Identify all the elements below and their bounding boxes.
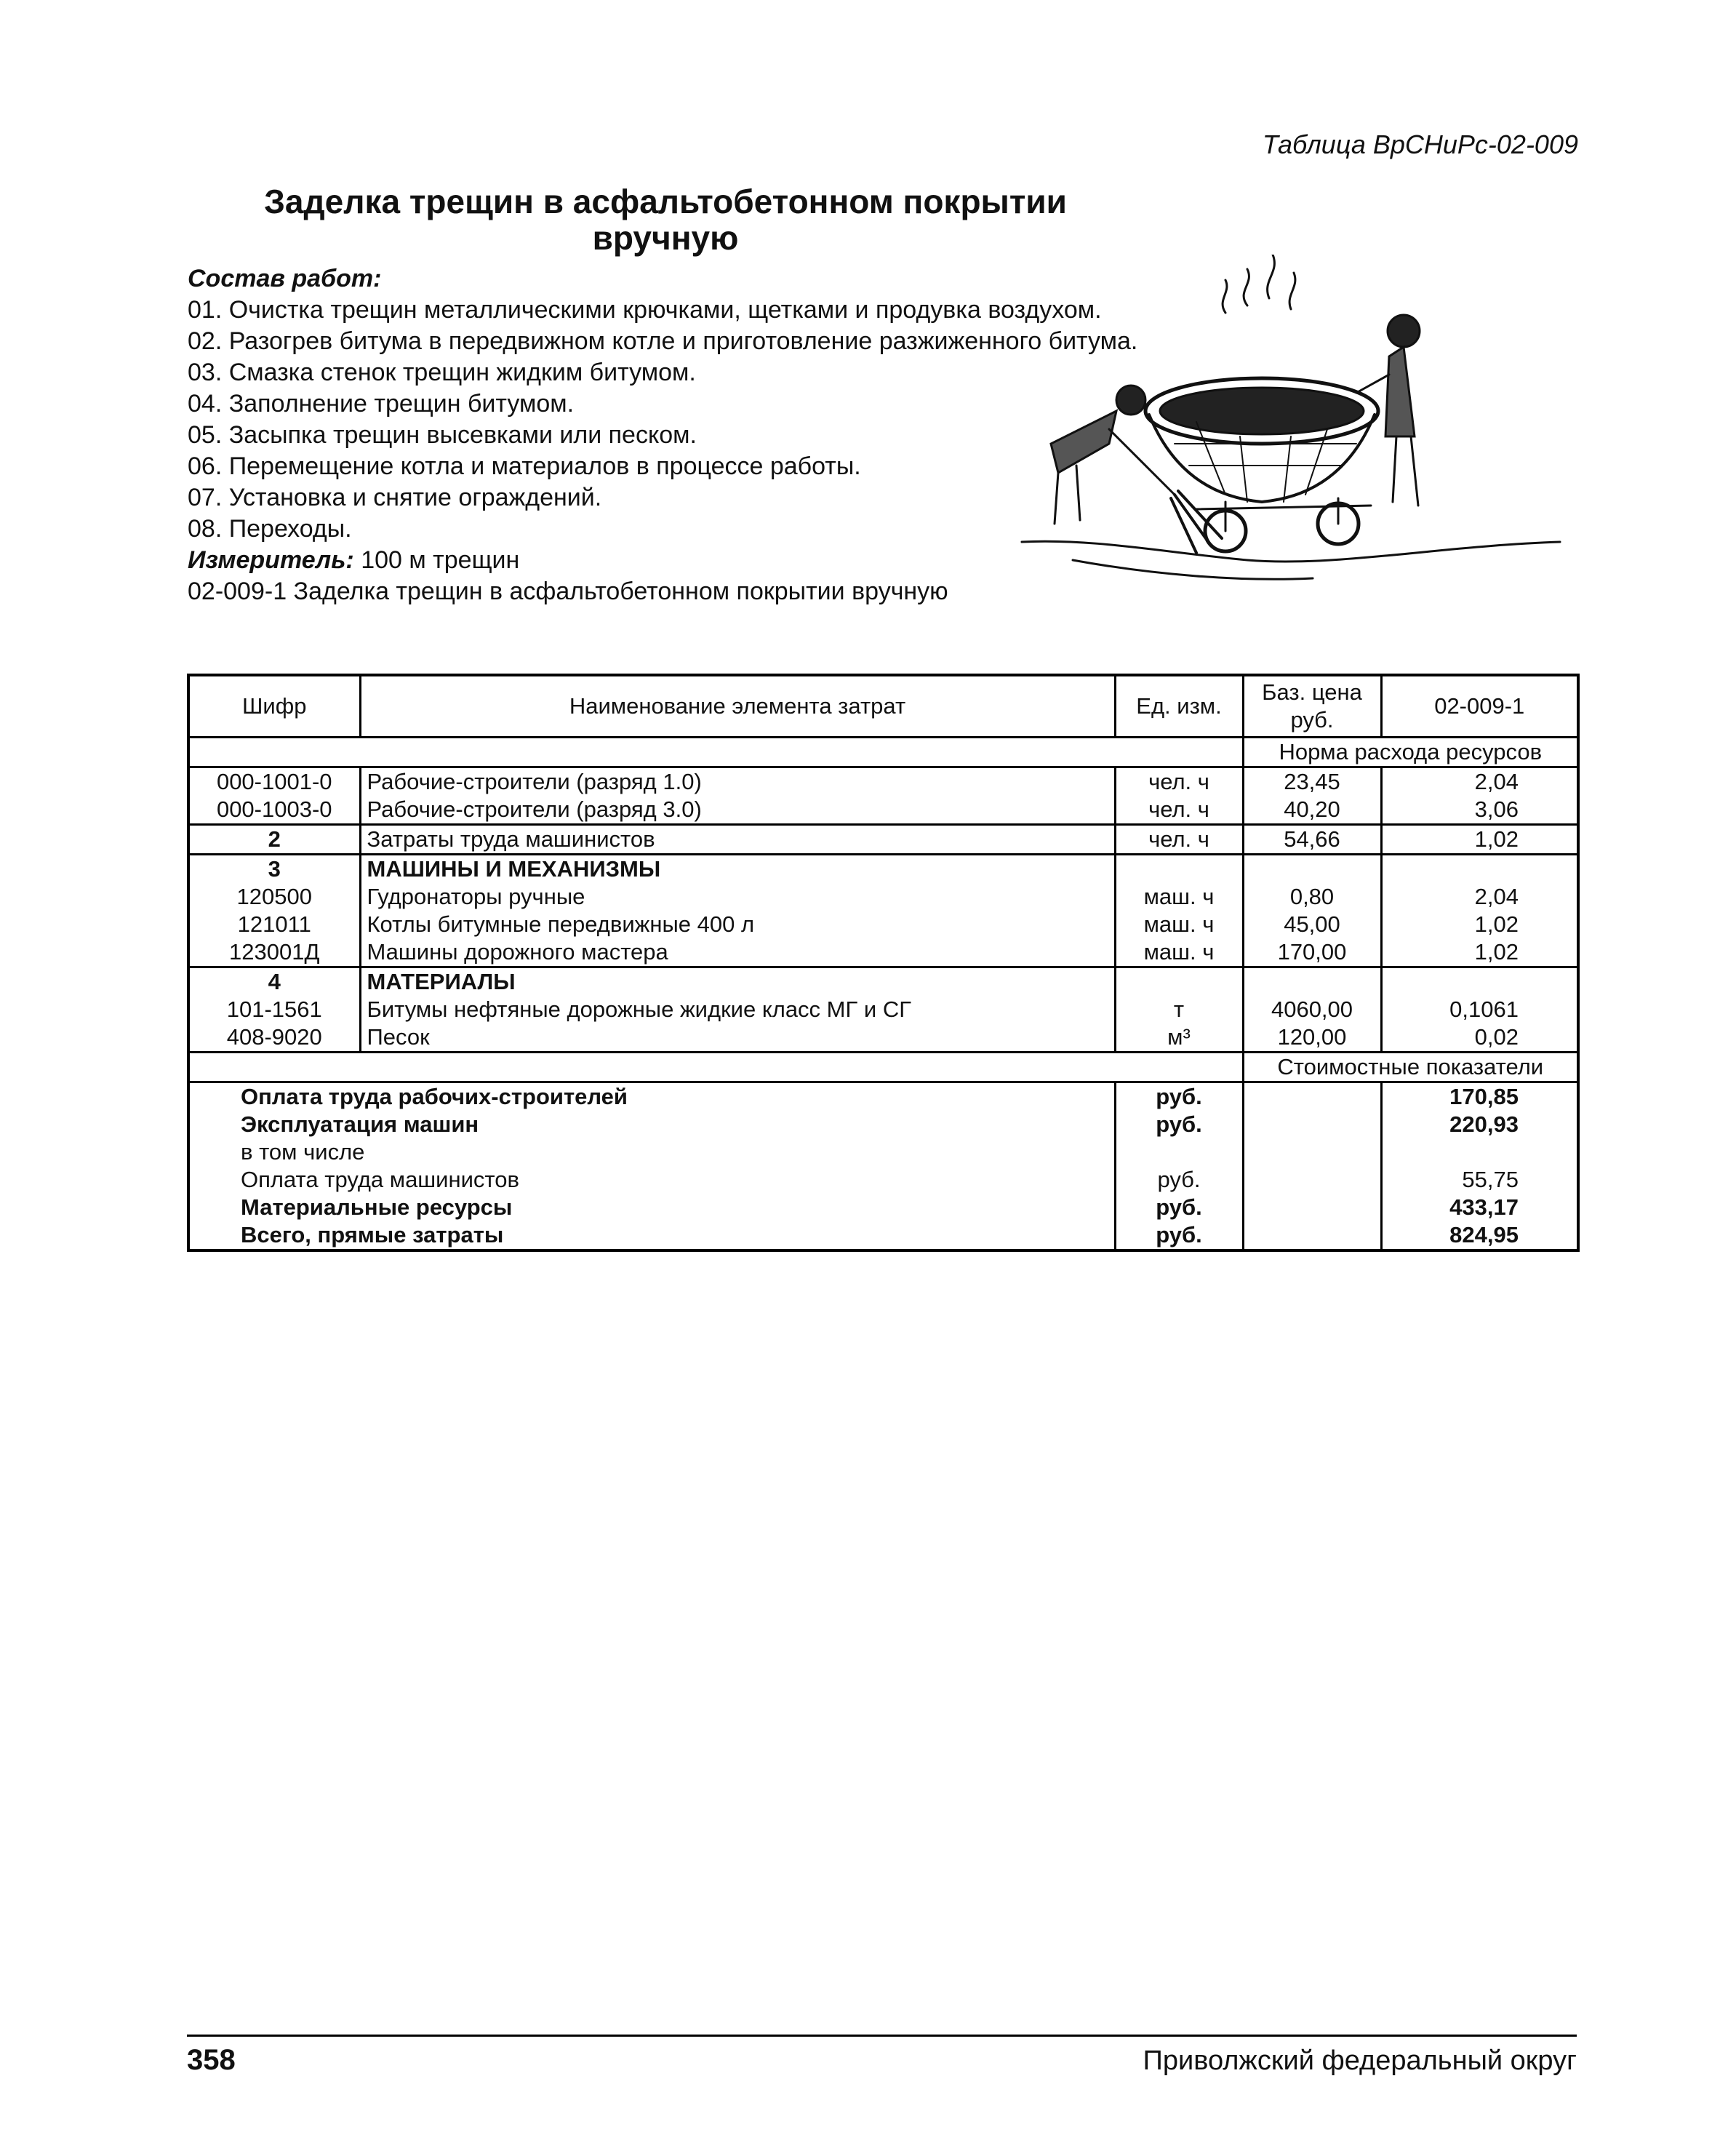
footer-divider — [187, 2035, 1577, 2037]
row-price: 0,80 — [1243, 883, 1381, 911]
cost-name: Материальные ресурсы — [241, 1194, 513, 1220]
band-resources-row — [188, 738, 1578, 767]
title-line-1: Заделка трещин в асфальтобетонном покрытии — [264, 183, 1067, 220]
workers-illustration — [1007, 255, 1567, 589]
rates-table — [187, 674, 1580, 1252]
table-row — [188, 825, 1578, 855]
table-row — [188, 1023, 1578, 1053]
title-line-2: вручную — [592, 219, 739, 257]
row-norm: 3,06 — [1474, 796, 1519, 822]
page-title — [182, 183, 1149, 256]
row-price: 54,66 — [1243, 825, 1381, 855]
row-price: 23,45 — [1243, 767, 1381, 796]
row-code: 408-9020 — [188, 1023, 360, 1053]
row-unit: м³ — [1115, 1023, 1243, 1053]
header-norm: 02-009-1 — [1381, 675, 1578, 738]
cost-value: 433,17 — [1449, 1194, 1519, 1220]
footer-region: Приволжский федеральный округ — [1143, 2045, 1577, 2076]
row-code: 000-1001-0 — [188, 767, 360, 796]
work-item-2: 02. Разогрев битума в передвижном котле и приготовление разжиженного битума. — [188, 327, 1138, 355]
row-unit: чел. ч — [1115, 796, 1243, 825]
header-code: Шифр — [188, 675, 360, 738]
work-item-5: 05. Засыпка трещин высевками или песком. — [188, 421, 697, 449]
row-code: 2 — [188, 825, 360, 855]
cost-unit: руб. — [1115, 1111, 1243, 1138]
work-item-7: 07. Установка и снятие ограждений. — [188, 484, 602, 511]
table-row — [188, 911, 1578, 938]
row-norm: 0,02 — [1474, 1024, 1519, 1050]
row-name: Песок — [360, 1023, 1115, 1053]
table-row — [188, 796, 1578, 825]
row-name: Рабочие-строители (разряд 1.0) — [360, 767, 1115, 796]
cost-row — [188, 1111, 1578, 1138]
row-norm: 1,02 — [1474, 939, 1519, 965]
cost-row — [188, 1138, 1578, 1166]
row-norm: 0,1061 — [1449, 997, 1519, 1022]
cost-value: 170,85 — [1449, 1084, 1519, 1109]
row-name: Битумы нефтяные дорожные жидкие класс МГ и СГ — [360, 996, 1115, 1023]
band-costs: Стоимостные показатели — [1243, 1053, 1578, 1082]
cost-name: Оплата труда машинистов — [241, 1167, 519, 1192]
header-name: Наименование элемента затрат — [360, 675, 1115, 738]
row-unit: маш. ч — [1115, 883, 1243, 911]
table-row — [188, 938, 1578, 967]
row-unit: маш. ч — [1115, 911, 1243, 938]
work-item-6: 06. Перемещение котла и материалов в процессе работы. — [188, 452, 861, 480]
row-name: Рабочие-строители (разряд 3.0) — [360, 796, 1115, 825]
table-header-row — [188, 675, 1578, 738]
table-subtitle: 02-009-1 Заделка трещин в асфальтобетонном покрытии вручную — [188, 578, 948, 605]
row-code: 101-1561 — [188, 996, 360, 1023]
work-item-4: 04. Заполнение трещин битумом. — [188, 390, 575, 418]
row-code: 123001Д — [188, 938, 360, 967]
measure-label: Измеритель: — [188, 546, 354, 574]
row-price: 4060,00 — [1243, 996, 1381, 1023]
works-heading: Состав работ: — [188, 265, 382, 292]
row-price: 40,20 — [1243, 796, 1381, 825]
cost-row — [188, 1221, 1578, 1250]
band-costs-row — [188, 1053, 1578, 1082]
cost-value: 55,75 — [1462, 1167, 1519, 1192]
row-code: 121011 — [188, 911, 360, 938]
table-row — [188, 996, 1578, 1023]
cost-name: Оплата труда рабочих-строителей — [241, 1084, 628, 1109]
section-head-row — [188, 967, 1578, 997]
cost-unit: руб. — [1115, 1221, 1243, 1250]
cost-unit: руб. — [1115, 1082, 1243, 1111]
row-name: Затраты труда машинистов — [360, 825, 1115, 855]
row-unit: чел. ч — [1115, 825, 1243, 855]
row-norm: 2,04 — [1474, 769, 1519, 794]
section-title: МАТЕРИАЛЫ — [360, 967, 1115, 997]
cost-row — [188, 1082, 1578, 1111]
row-name: Котлы битумные передвижные 400 л — [360, 911, 1115, 938]
section-code: 4 — [188, 967, 360, 997]
band-resources: Норма расхода ресурсов — [1243, 738, 1578, 767]
row-norm: 1,02 — [1381, 825, 1578, 855]
cost-row — [188, 1166, 1578, 1194]
cost-value: 824,95 — [1449, 1222, 1519, 1247]
row-price: 170,00 — [1243, 938, 1381, 967]
cost-name: Всего, прямые затраты — [241, 1222, 504, 1247]
row-norm: 2,04 — [1474, 884, 1519, 909]
table-row — [188, 883, 1578, 911]
row-name: Гудронаторы ручные — [360, 883, 1115, 911]
cost-row — [188, 1194, 1578, 1221]
cost-unit: руб. — [1115, 1166, 1243, 1194]
cost-unit: руб. — [1115, 1194, 1243, 1221]
measure-value: 100 м трещин — [361, 546, 520, 574]
row-norm: 1,02 — [1474, 911, 1519, 937]
table-reference: Таблица ВрСНиРс-02-009 — [1262, 129, 1578, 159]
row-code: 000-1003-0 — [188, 796, 360, 825]
cost-value: 220,93 — [1449, 1111, 1519, 1137]
section-code: 3 — [188, 855, 360, 884]
work-item-3: 03. Смазка стенок трещин жидким битумом. — [188, 359, 696, 386]
table-row — [188, 767, 1578, 796]
cost-name: в том числе — [241, 1139, 365, 1165]
work-item-8: 08. Переходы. — [188, 515, 352, 543]
row-code: 120500 — [188, 883, 360, 911]
section-head-row — [188, 855, 1578, 884]
work-item-1: 01. Очистка трещин металлическими крючками, щетками и продувка воздухом. — [188, 296, 1102, 324]
row-name: Машины дорожного мастера — [360, 938, 1115, 967]
row-price: 45,00 — [1243, 911, 1381, 938]
page-number: 358 — [187, 2044, 236, 2076]
row-unit: т — [1115, 996, 1243, 1023]
header-unit: Ед. изм. — [1115, 675, 1243, 738]
row-unit: маш. ч — [1115, 938, 1243, 967]
header-base-price: Баз. цена руб. — [1243, 675, 1381, 738]
row-unit: чел. ч — [1115, 767, 1243, 796]
row-price: 120,00 — [1243, 1023, 1381, 1053]
section-title: МАШИНЫ И МЕХАНИЗМЫ — [360, 855, 1115, 884]
cost-name: Эксплуатация машин — [241, 1111, 479, 1137]
